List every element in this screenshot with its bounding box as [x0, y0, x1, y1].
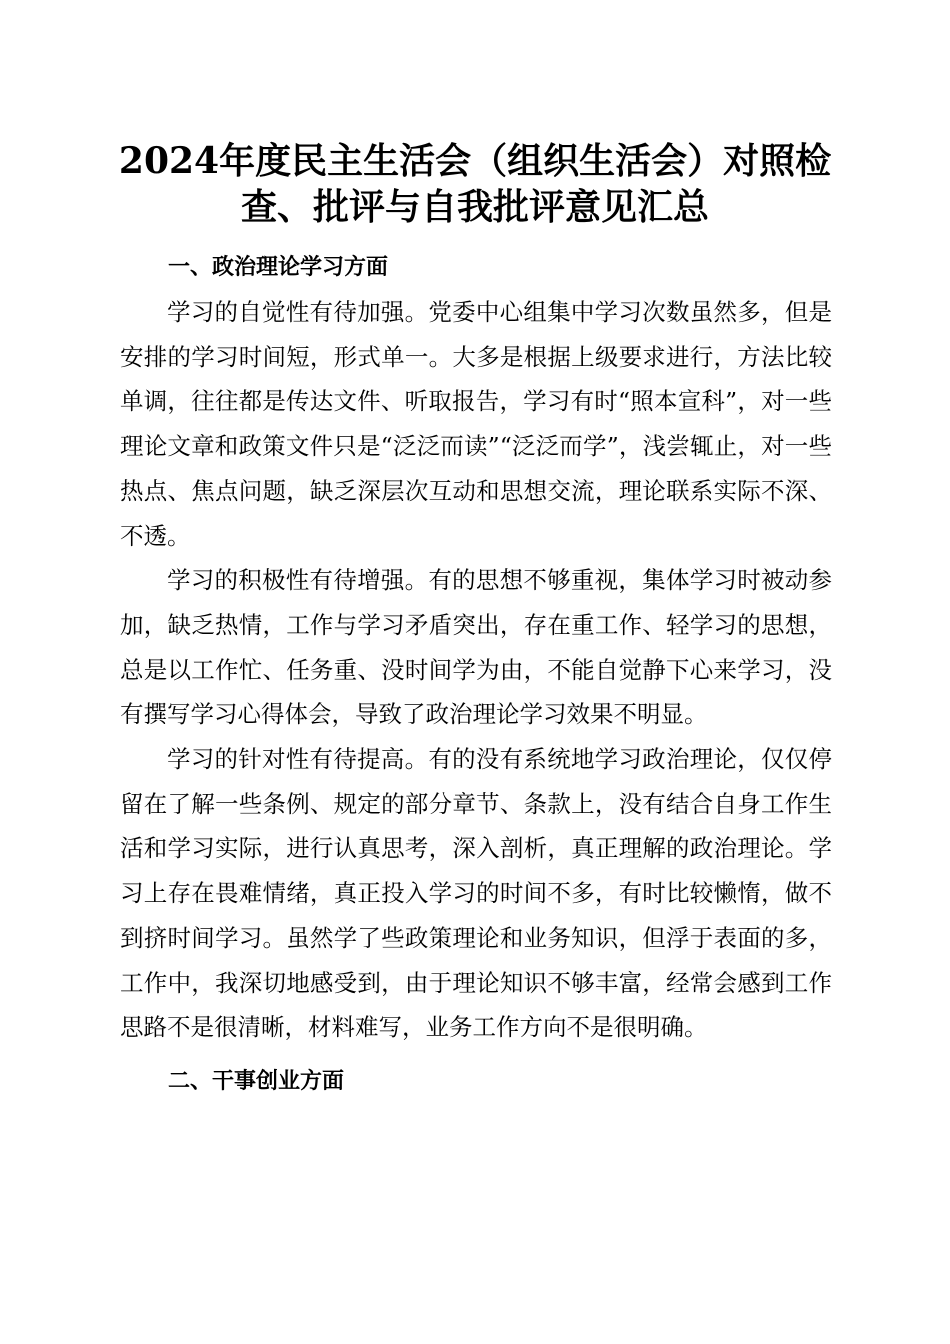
section-heading-career: 二、干事创业方面 [168, 1068, 345, 1094]
document-title: 2024年度民主生活会（组织生活会）对照检查、批评与自我批评意见汇总 [118, 140, 832, 228]
document-body [120, 246, 832, 1104]
paragraph: 学习的积极性有待增强。有的思想不够重视，集体学习时被动参加，缺乏热情，工作与学习矛盾突出，存在重工作、轻学习的思想，总是以工作忙、任务重、没时间学为由，不能自觉静下心来学习，没有撰写学习心得体会，导致了政治理论学习效果不明显。 [120, 566, 832, 729]
section-heading-political-theory: 一、政治理论学习方面 [168, 255, 389, 280]
paragraph: 学习的自觉性有待加强。党委中心组集中学习次数虽然多，但是安排的学习时间短，形式单一。大多是根据上级要求进行，方法比较单调，往往都是传达文件、听取报告，学习有时“照本宣科”，对一些理论文章和政策文件只是“泛泛而读”“泛泛而学”，浅尝辄止，对一些热点、焦点问题，缺乏深层次互动和思想交流，理论联系实际不深、不透。 [120, 298, 832, 550]
paragraph: 学习的针对性有待提高。有的没有系统地学习政治理论，仅仅停留在了解一些条例、规定的部分章节、条款上，没有结合自身工作生活和学习实际，进行认真思考，深入剖析，真正理解的政治理论。学习上存在畏难情绪，真正投入学习的时间不多，有时比较懒惰，做不到挤时间学习。虽然学了些政策理论和业务知识，但浮于表面的多，工作中，我深切地感受到，由于理论知识不够丰富，经常会感到工作思路不是很清晰，材料难写，业务工作方向不是很明确。 [120, 745, 832, 1042]
